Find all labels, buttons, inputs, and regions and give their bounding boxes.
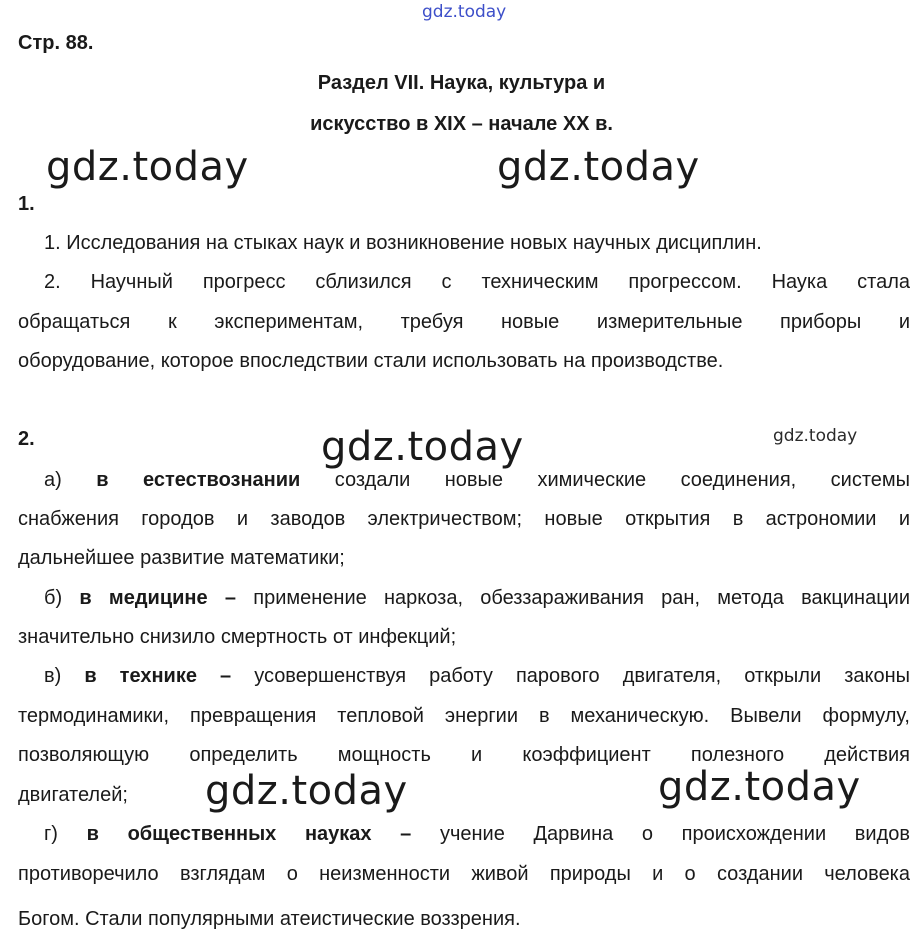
watermark-large: gdz.today <box>321 424 524 470</box>
watermark-large: gdz.today <box>205 768 408 814</box>
watermark-large: gdz.today <box>658 764 861 810</box>
answer-1-item-2-line: обращаться к экспериментам, требуя новые измерительные приборы и <box>18 311 910 333</box>
watermark-small: gdz.today <box>773 426 858 446</box>
section-heading-line2: искусство в XIX – начале XX в. <box>310 113 613 135</box>
answer-2-item-v-line: позволяющую определить мощность и коэффициент полезного действия <box>18 744 910 766</box>
watermark-large: gdz.today <box>46 144 249 190</box>
answer-2-item-v-line: термодинамики, превращения тепловой энергии в механическую. Вывели формулу, <box>18 705 910 727</box>
answer-1-item-1: 1. Исследования на стыках наук и возникновение новых научных дисциплин. <box>44 232 762 254</box>
question-number-2: 2. <box>18 428 35 450</box>
answer-2-item-g: г) в общественных науках – учение Дарвина о происхождении видов <box>44 823 910 845</box>
item-b-term: в медицине – <box>79 587 236 609</box>
answer-2-item-v-line: двигателей; <box>18 784 128 806</box>
answer-2-item-a: а) в естествознании создали новые химические соединения, системы <box>44 469 910 491</box>
answer-2-item-b-line: значительно снизило смертность от инфекций; <box>18 626 457 648</box>
answer-2-item-v: в) в технике – усовершенствуя работу парового двигателя, открыли законы <box>44 665 910 687</box>
answer-2-item-a-line: снабжения городов и заводов электричеством; новые открытия в астрономии и <box>18 508 910 530</box>
item-g-term: в общественных науках – <box>86 823 412 845</box>
watermark-large: gdz.today <box>497 144 700 190</box>
item-v-term: в технике – <box>84 665 232 687</box>
section-heading-line1: Раздел VII. Наука, культура и <box>317 72 606 94</box>
answer-2-item-g-line: Богом. Стали популярными атеистические воззрения. <box>18 908 521 930</box>
answer-1-item-2-line: оборудование, которое впоследствии стали использовать на производстве. <box>18 350 724 372</box>
watermark-top: gdz.today <box>422 2 507 22</box>
item-a-term: в естествознании <box>96 469 301 491</box>
answer-2-item-b: б) в медицине – применение наркоза, обеззараживания ран, метода вакцинации <box>44 587 910 609</box>
question-number-1: 1. <box>18 193 35 215</box>
answer-2-item-a-line: дальнейшее развитие математики; <box>18 547 345 569</box>
page-number: Стр. 88. <box>18 32 94 54</box>
answer-2-item-g-line: противоречило взглядам о неизменности живой природы и о создании человека <box>18 863 910 885</box>
answer-1-item-2-line: 2. Научный прогресс сблизился с техническим прогрессом. Наука стала <box>44 271 910 293</box>
